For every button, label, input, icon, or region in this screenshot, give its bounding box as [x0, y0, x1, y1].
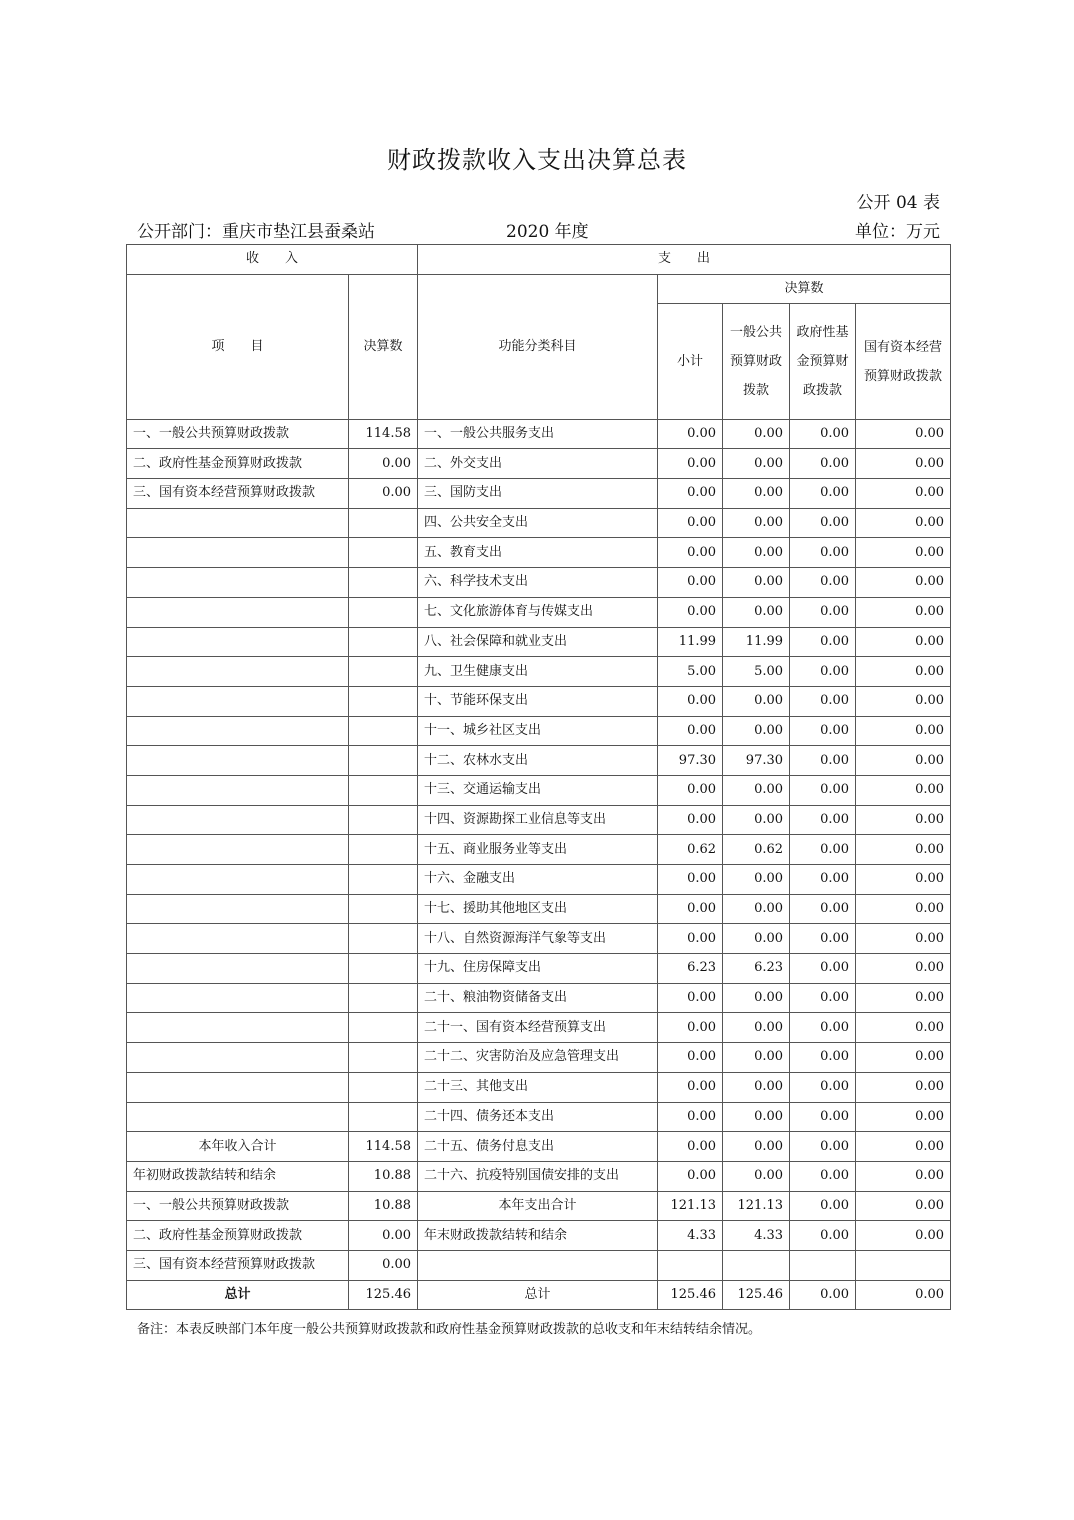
table-row [127, 983, 951, 1013]
income-item-cell [127, 835, 349, 865]
subject-cell: 十九、住房保障支出 [418, 954, 658, 984]
gov-fund-cell: 0.00 [790, 1013, 856, 1043]
income-amount-cell [349, 775, 418, 805]
subtotal-cell: 0.00 [658, 419, 723, 449]
subject-cell: 十六、金融支出 [418, 865, 658, 895]
subject-cell: 十五、商业服务业等支出 [418, 835, 658, 865]
income-item-cell: 二、政府性基金预算财政拨款 [127, 449, 349, 479]
subject-cell: 总计 [418, 1280, 658, 1310]
income-item-cell [127, 1102, 349, 1132]
subject-cell: 十四、资源勘探工业信息等支出 [418, 805, 658, 835]
general-budget-cell: 0.00 [723, 924, 790, 954]
subtotal-cell: 0.00 [658, 508, 723, 538]
table-row [127, 627, 951, 657]
general-budget-cell [723, 1250, 790, 1280]
state-capital-cell: 0.00 [856, 686, 951, 716]
income-item-cell: 三、国有资本经营预算财政拨款 [127, 1250, 349, 1280]
subject-cell: 九、卫生健康支出 [418, 657, 658, 687]
income-amount-cell: 0.00 [349, 479, 418, 509]
general-budget-cell: 0.00 [723, 805, 790, 835]
income-item-cell [127, 657, 349, 687]
general-budget-cell: 0.00 [723, 1102, 790, 1132]
gov-fund-cell: 0.00 [790, 1191, 856, 1221]
function-subject-header: 功能分类科目 [418, 274, 658, 419]
table-row [127, 835, 951, 865]
income-amount-cell: 125.46 [349, 1280, 418, 1310]
state-capital-cell: 0.00 [856, 954, 951, 984]
gov-fund-cell: 0.00 [790, 835, 856, 865]
income-item-cell: 一、一般公共预算财政拨款 [127, 419, 349, 449]
income-amount-cell [349, 686, 418, 716]
income-item-cell: 年初财政拨款结转和结余 [127, 1161, 349, 1191]
income-item-cell [127, 568, 349, 598]
table-row [127, 1132, 951, 1162]
subject-cell [418, 1250, 658, 1280]
table-row [127, 1221, 951, 1251]
state-capital-cell: 0.00 [856, 716, 951, 746]
table-row [127, 775, 951, 805]
subtotal-cell: 0.00 [658, 568, 723, 598]
general-budget-cell: 0.00 [723, 1161, 790, 1191]
final-amount-group-header: 决算数 [658, 274, 951, 304]
income-amount-cell [349, 657, 418, 687]
subject-cell: 三、国防支出 [418, 479, 658, 509]
subtotal-cell: 0.00 [658, 597, 723, 627]
general-budget-cell: 6.23 [723, 954, 790, 984]
state-capital-cell: 0.00 [856, 775, 951, 805]
table-body [127, 419, 951, 1310]
income-amount-cell [349, 746, 418, 776]
gov-fund-cell: 0.00 [790, 775, 856, 805]
income-item-cell: 二、政府性基金预算财政拨款 [127, 1221, 349, 1251]
subtotal-cell: 0.00 [658, 775, 723, 805]
subtotal-cell: 0.00 [658, 983, 723, 1013]
subtotal-cell: 0.00 [658, 865, 723, 895]
subtotal-cell: 121.13 [658, 1191, 723, 1221]
income-item-cell [127, 508, 349, 538]
income-amount-cell [349, 1013, 418, 1043]
income-amount-cell [349, 894, 418, 924]
table-row [127, 1102, 951, 1132]
general-budget-cell: 0.00 [723, 1132, 790, 1162]
table-row [127, 686, 951, 716]
gov-fund-cell: 0.00 [790, 1102, 856, 1132]
subtotal-cell: 0.00 [658, 805, 723, 835]
income-amount-cell: 10.88 [349, 1161, 418, 1191]
table-row [127, 1250, 951, 1280]
state-capital-cell: 0.00 [856, 627, 951, 657]
income-amount-cell: 0.00 [349, 449, 418, 479]
gov-fund-cell: 0.00 [790, 1132, 856, 1162]
subtotal-cell [658, 1250, 723, 1280]
state-capital-cell: 0.00 [856, 835, 951, 865]
gov-fund-cell: 0.00 [790, 924, 856, 954]
income-item-cell: 一、一般公共预算财政拨款 [127, 1191, 349, 1221]
subject-cell: 十一、城乡社区支出 [418, 716, 658, 746]
state-capital-cell: 0.00 [856, 865, 951, 895]
general-budget-cell: 121.13 [723, 1191, 790, 1221]
gov-fund-cell: 0.00 [790, 597, 856, 627]
table-row [127, 716, 951, 746]
state-capital-cell [856, 1250, 951, 1280]
general-budget-cell: 0.00 [723, 508, 790, 538]
income-item-cell: 本年收入合计 [127, 1132, 349, 1162]
general-budget-cell: 0.00 [723, 865, 790, 895]
subtotal-cell: 0.00 [658, 1132, 723, 1162]
state-capital-cell: 0.00 [856, 419, 951, 449]
subtotal-cell: 11.99 [658, 627, 723, 657]
income-amount-cell [349, 508, 418, 538]
gov-fund-cell: 0.00 [790, 479, 856, 509]
general-budget-cell: 0.00 [723, 449, 790, 479]
general-budget-header: 一般公共预算财政拨款 [723, 304, 790, 419]
income-amount-cell: 0.00 [349, 1221, 418, 1251]
state-capital-cell: 0.00 [856, 479, 951, 509]
income-amount-cell [349, 1102, 418, 1132]
subtotal-cell: 0.00 [658, 686, 723, 716]
subtotal-header: 小计 [658, 304, 723, 419]
general-budget-cell: 11.99 [723, 627, 790, 657]
state-capital-cell: 0.00 [856, 1221, 951, 1251]
gov-fund-cell: 0.00 [790, 449, 856, 479]
income-amount-cell: 10.88 [349, 1191, 418, 1221]
fiscal-year: 2020 年度 [506, 222, 589, 242]
income-amount-cell [349, 568, 418, 598]
income-amount-cell [349, 1072, 418, 1102]
subtotal-cell: 0.00 [658, 716, 723, 746]
table-header [127, 245, 951, 420]
subject-cell: 十八、自然资源海洋气象等支出 [418, 924, 658, 954]
table-row [127, 865, 951, 895]
gov-fund-cell: 0.00 [790, 686, 856, 716]
table-row [127, 449, 951, 479]
general-budget-cell: 125.46 [723, 1280, 790, 1310]
general-budget-cell: 0.00 [723, 1013, 790, 1043]
subtotal-cell: 0.00 [658, 894, 723, 924]
meta-line [137, 217, 940, 241]
general-budget-cell: 0.00 [723, 983, 790, 1013]
gov-fund-cell: 0.00 [790, 538, 856, 568]
state-capital-cell: 0.00 [856, 1132, 951, 1162]
state-capital-cell: 0.00 [856, 746, 951, 776]
state-capital-cell: 0.00 [856, 983, 951, 1013]
state-capital-cell: 0.00 [856, 508, 951, 538]
income-amount-cell [349, 865, 418, 895]
subject-cell: 十、节能环保支出 [418, 686, 658, 716]
general-budget-cell: 0.00 [723, 1072, 790, 1102]
gov-fund-cell: 0.00 [790, 568, 856, 598]
state-capital-cell: 0.00 [856, 805, 951, 835]
income-item-cell: 三、国有资本经营预算财政拨款 [127, 479, 349, 509]
gov-fund-cell: 0.00 [790, 1161, 856, 1191]
table-row [127, 538, 951, 568]
subject-cell: 五、教育支出 [418, 538, 658, 568]
final-amount-header: 决算数 [349, 274, 418, 419]
income-item-cell [127, 1013, 349, 1043]
table-row [127, 894, 951, 924]
subject-cell: 二十四、债务还本支出 [418, 1102, 658, 1132]
table-row [127, 508, 951, 538]
subtotal-cell: 0.00 [658, 1013, 723, 1043]
gov-fund-header: 政府性基金预算财政拨款 [790, 304, 856, 419]
income-item-cell [127, 954, 349, 984]
gov-fund-cell: 0.00 [790, 716, 856, 746]
income-item-cell [127, 983, 349, 1013]
subject-cell: 七、文化旅游体育与传媒支出 [418, 597, 658, 627]
general-budget-cell: 0.00 [723, 894, 790, 924]
table-row [127, 1072, 951, 1102]
subject-cell: 十二、农林水支出 [418, 746, 658, 776]
subtotal-cell: 0.00 [658, 1072, 723, 1102]
department-label: 公开部门：重庆市垫江县蚕桑站 [137, 222, 375, 242]
gov-fund-cell: 0.00 [790, 1280, 856, 1310]
income-header: 收 入 [127, 245, 418, 275]
general-budget-cell: 4.33 [723, 1221, 790, 1251]
state-capital-cell: 0.00 [856, 1072, 951, 1102]
state-capital-cell: 0.00 [856, 657, 951, 687]
income-amount-cell: 0.00 [349, 1250, 418, 1280]
subtotal-cell: 0.00 [658, 924, 723, 954]
general-budget-cell: 0.00 [723, 538, 790, 568]
general-budget-cell: 0.00 [723, 716, 790, 746]
subtotal-cell: 6.23 [658, 954, 723, 984]
gov-fund-cell: 0.00 [790, 508, 856, 538]
subtotal-cell: 0.62 [658, 835, 723, 865]
table-row [127, 419, 951, 449]
subtotal-cell: 0.00 [658, 449, 723, 479]
table-row [127, 1043, 951, 1073]
gov-fund-cell: 0.00 [790, 746, 856, 776]
income-item-cell [127, 924, 349, 954]
subject-cell: 二、外交支出 [418, 449, 658, 479]
subtotal-cell: 0.00 [658, 538, 723, 568]
state-capital-cell: 0.00 [856, 1280, 951, 1310]
income-item-cell [127, 597, 349, 627]
income-amount-cell: 114.58 [349, 1132, 418, 1162]
subject-cell: 二十五、债务付息支出 [418, 1132, 658, 1162]
subtotal-cell: 5.00 [658, 657, 723, 687]
subject-cell: 年末财政拨款结转和结余 [418, 1221, 658, 1251]
subject-cell: 本年支出合计 [418, 1191, 658, 1221]
gov-fund-cell: 0.00 [790, 1072, 856, 1102]
state-capital-cell: 0.00 [856, 1043, 951, 1073]
income-amount-cell [349, 597, 418, 627]
general-budget-cell: 0.00 [723, 419, 790, 449]
state-capital-cell: 0.00 [856, 597, 951, 627]
state-capital-cell: 0.00 [856, 1161, 951, 1191]
table-row [127, 657, 951, 687]
general-budget-cell: 0.62 [723, 835, 790, 865]
budget-table [126, 244, 951, 1310]
income-item-cell [127, 1072, 349, 1102]
table-row [127, 1280, 951, 1310]
income-item-cell: 总计 [127, 1280, 349, 1310]
general-budget-cell: 0.00 [723, 1043, 790, 1073]
general-budget-cell: 0.00 [723, 686, 790, 716]
income-item-cell [127, 1043, 349, 1073]
footnote: 备注：本表反映部门本年度一般公共预算财政拨款和政府性基金预算财政拨款的总收支和年末结转结余情况。 [137, 1322, 762, 1337]
gov-fund-cell [790, 1250, 856, 1280]
general-budget-cell: 0.00 [723, 479, 790, 509]
state-capital-header: 国有资本经营预算财政拨款 [856, 304, 951, 419]
table-row [127, 1161, 951, 1191]
income-amount-cell [349, 1043, 418, 1073]
table-row [127, 479, 951, 509]
subtotal-cell: 125.46 [658, 1280, 723, 1310]
income-amount-cell [349, 805, 418, 835]
gov-fund-cell: 0.00 [790, 1043, 856, 1073]
state-capital-cell: 0.00 [856, 538, 951, 568]
income-amount-cell [349, 954, 418, 984]
table-row [127, 805, 951, 835]
income-amount-cell [349, 627, 418, 657]
gov-fund-cell: 0.00 [790, 954, 856, 984]
subject-cell: 二十三、其他支出 [418, 1072, 658, 1102]
state-capital-cell: 0.00 [856, 568, 951, 598]
state-capital-cell: 0.00 [856, 1013, 951, 1043]
table-row [127, 1191, 951, 1221]
state-capital-cell: 0.00 [856, 894, 951, 924]
income-amount-cell [349, 835, 418, 865]
income-item-cell [127, 894, 349, 924]
table-row [127, 924, 951, 954]
income-item-cell [127, 538, 349, 568]
state-capital-cell: 0.00 [856, 924, 951, 954]
item-header: 项 目 [127, 274, 349, 419]
subject-cell: 六、科学技术支出 [418, 568, 658, 598]
table-row [127, 568, 951, 598]
unit-label: 单位：万元 [855, 222, 940, 242]
expense-header: 支 出 [418, 245, 951, 275]
subject-cell: 二十、粮油物资储备支出 [418, 983, 658, 1013]
subtotal-cell: 0.00 [658, 479, 723, 509]
gov-fund-cell: 0.00 [790, 894, 856, 924]
income-item-cell [127, 627, 349, 657]
subject-cell: 二十六、抗疫特别国债安排的支出 [418, 1161, 658, 1191]
subject-cell: 二十二、灾害防治及应急管理支出 [418, 1043, 658, 1073]
general-budget-cell: 0.00 [723, 775, 790, 805]
state-capital-cell: 0.00 [856, 1102, 951, 1132]
table-row [127, 954, 951, 984]
income-item-cell [127, 865, 349, 895]
gov-fund-cell: 0.00 [790, 657, 856, 687]
subject-cell: 八、社会保障和就业支出 [418, 627, 658, 657]
gov-fund-cell: 0.00 [790, 627, 856, 657]
subtotal-cell: 0.00 [658, 1043, 723, 1073]
subject-cell: 一、一般公共服务支出 [418, 419, 658, 449]
general-budget-cell: 0.00 [723, 597, 790, 627]
income-amount-cell [349, 716, 418, 746]
general-budget-cell: 0.00 [723, 568, 790, 598]
general-budget-cell: 97.30 [723, 746, 790, 776]
gov-fund-cell: 0.00 [790, 419, 856, 449]
gov-fund-cell: 0.00 [790, 865, 856, 895]
gov-fund-cell: 0.00 [790, 983, 856, 1013]
table-row [127, 746, 951, 776]
subtotal-cell: 97.30 [658, 746, 723, 776]
table-row [127, 597, 951, 627]
table-row [127, 1013, 951, 1043]
page-title: 财政拨款收入支出决算总表 [387, 146, 687, 174]
subject-cell: 十三、交通运输支出 [418, 775, 658, 805]
income-item-cell [127, 686, 349, 716]
income-item-cell [127, 716, 349, 746]
subject-cell: 二十一、国有资本经营预算支出 [418, 1013, 658, 1043]
gov-fund-cell: 0.00 [790, 805, 856, 835]
state-capital-cell: 0.00 [856, 1191, 951, 1221]
state-capital-cell: 0.00 [856, 449, 951, 479]
income-item-cell [127, 746, 349, 776]
income-item-cell [127, 805, 349, 835]
general-budget-cell: 5.00 [723, 657, 790, 687]
gov-fund-cell: 0.00 [790, 1221, 856, 1251]
subject-cell: 十七、援助其他地区支出 [418, 894, 658, 924]
income-amount-cell [349, 983, 418, 1013]
income-item-cell [127, 775, 349, 805]
subject-cell: 四、公共安全支出 [418, 508, 658, 538]
income-amount-cell [349, 924, 418, 954]
subtotal-cell: 4.33 [658, 1221, 723, 1251]
subtotal-cell: 0.00 [658, 1161, 723, 1191]
form-number: 公开 04 表 [856, 193, 940, 213]
income-amount-cell [349, 538, 418, 568]
subtotal-cell: 0.00 [658, 1102, 723, 1132]
income-amount-cell: 114.58 [349, 419, 418, 449]
